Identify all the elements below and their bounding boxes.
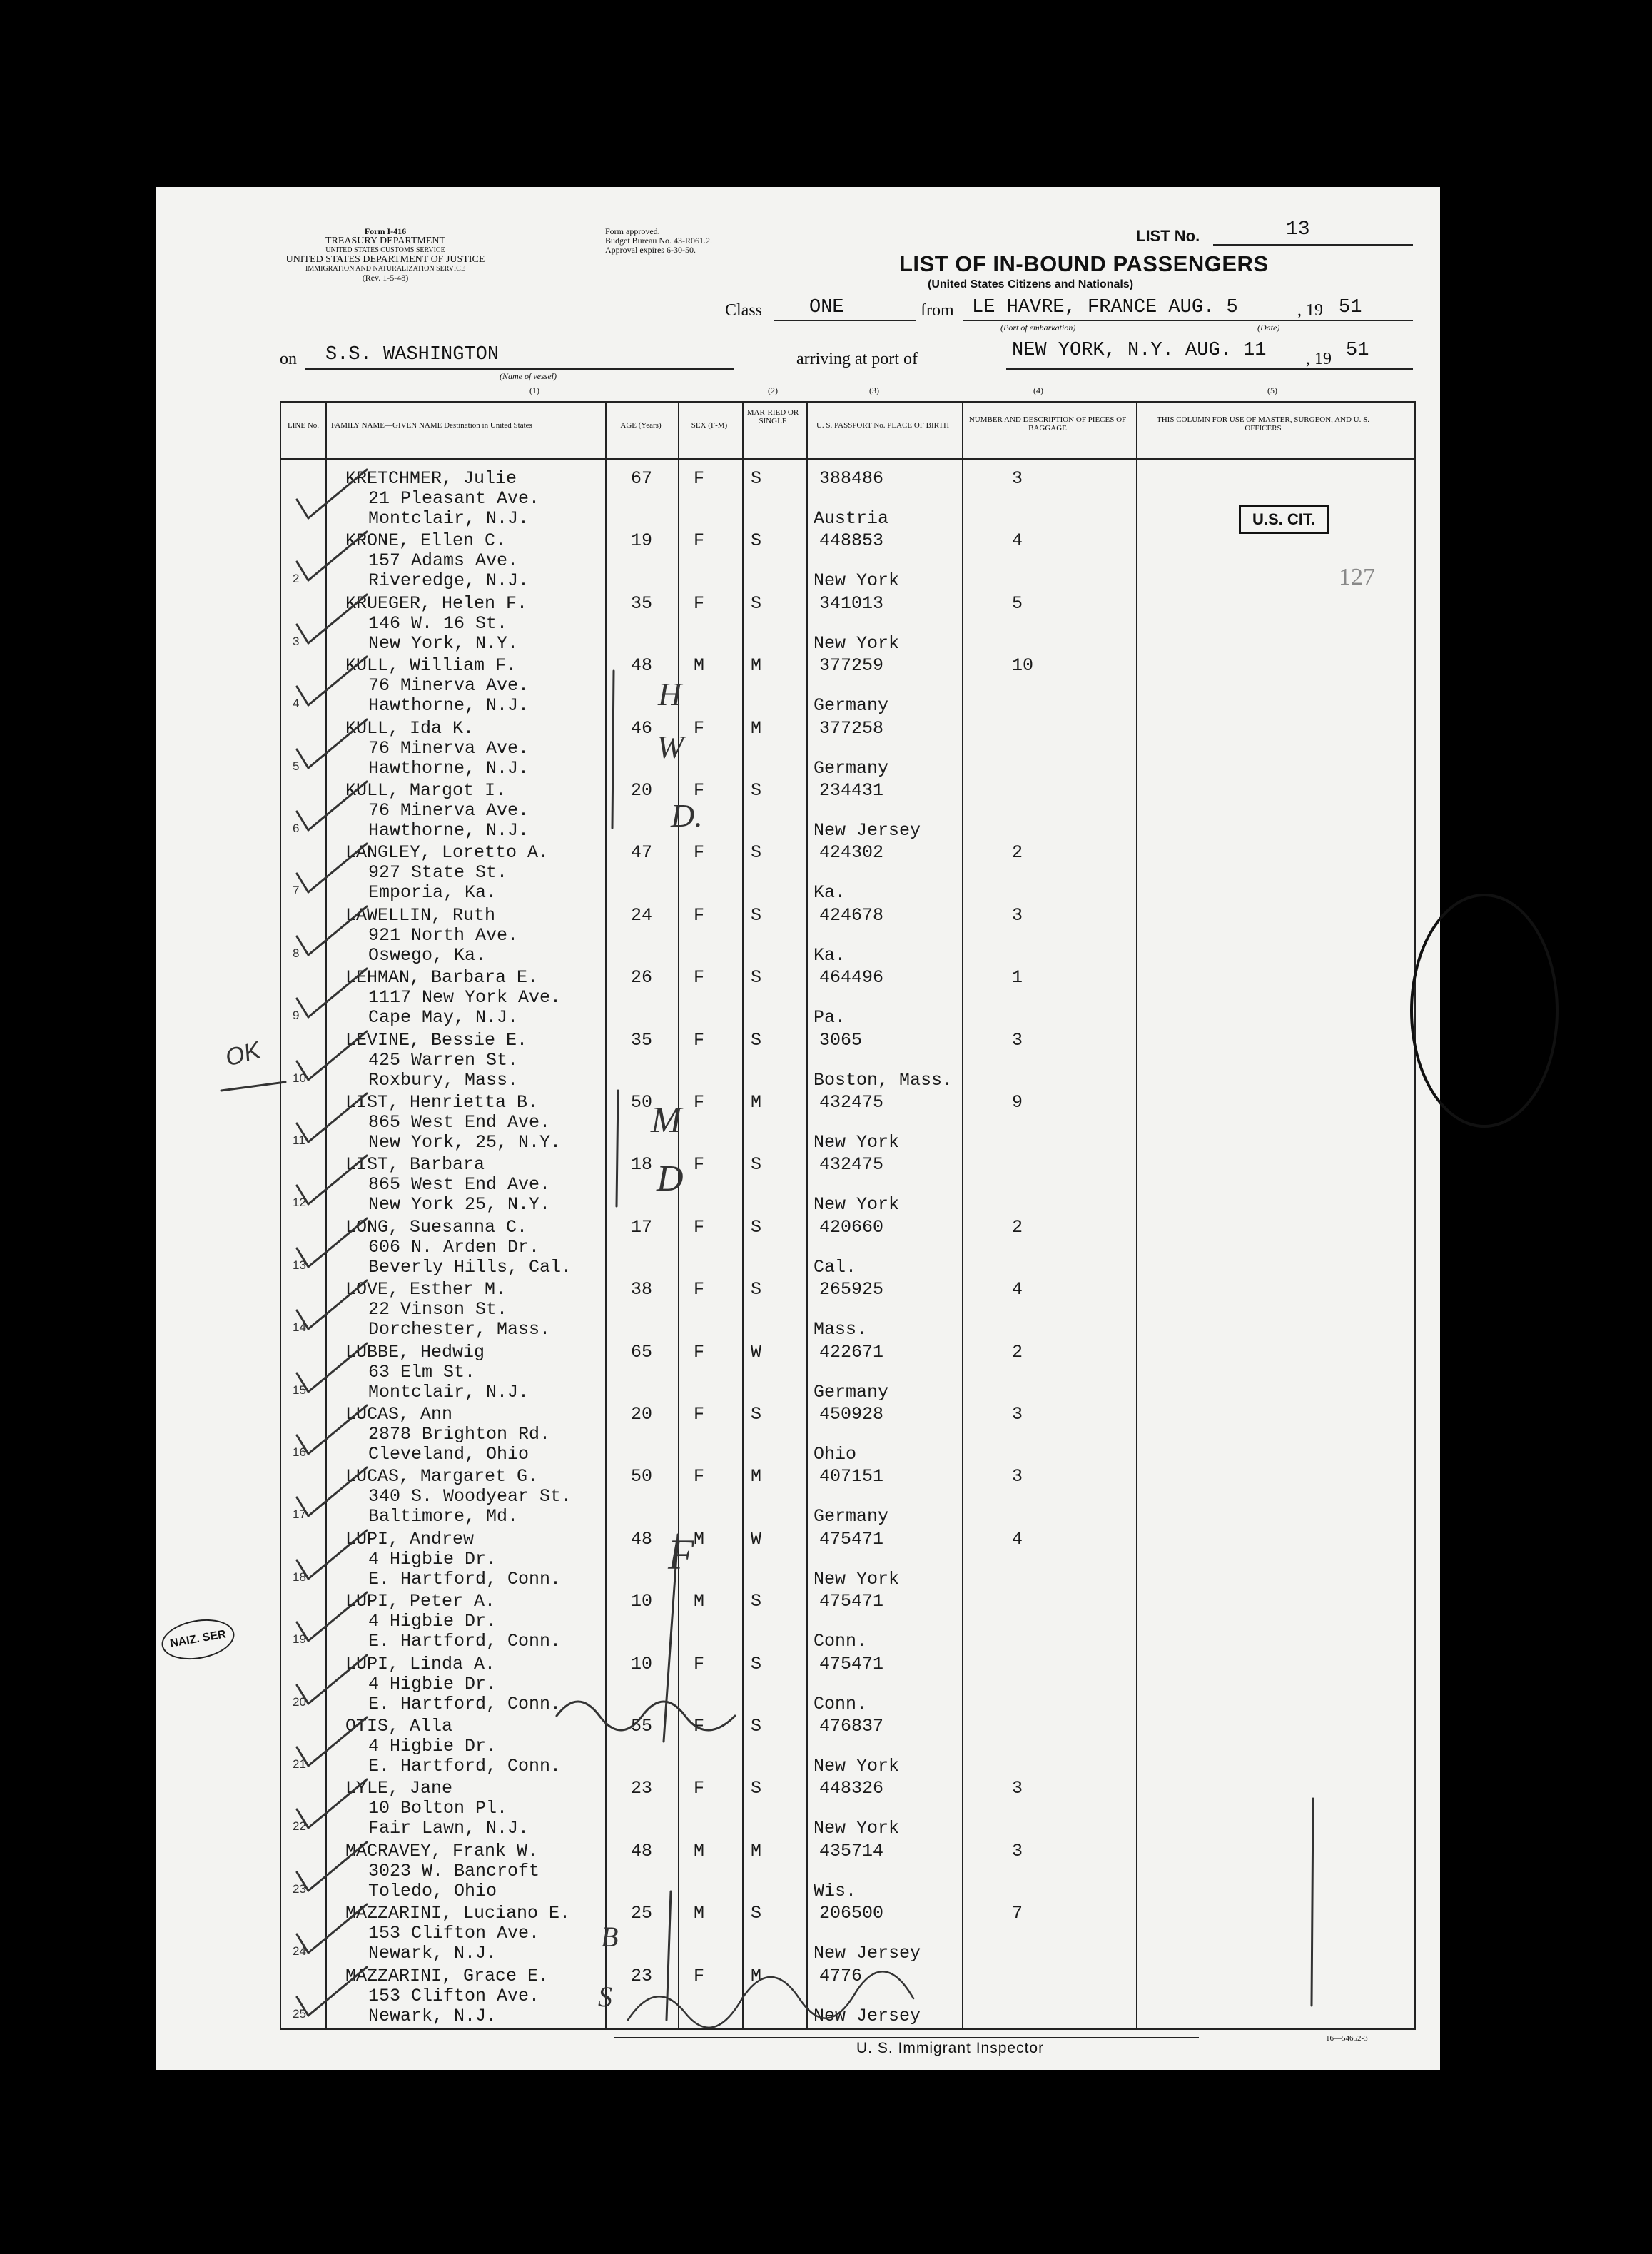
passenger-sex: F — [694, 1653, 705, 1674]
passenger-status: M — [751, 1466, 762, 1487]
col-num-2: (2) — [768, 385, 778, 395]
passenger-sex: F — [694, 967, 705, 989]
passenger-addr1: 921 North Ave. — [368, 924, 519, 946]
passenger-age: 67 — [631, 468, 653, 489]
passenger-name: LOVE, Esther M. — [345, 1279, 507, 1300]
passenger-age: 26 — [631, 967, 653, 989]
passenger-passport: 206500 — [819, 1903, 884, 1924]
passenger-baggage: 1 — [1012, 967, 1023, 989]
passenger-birth: Pa. — [814, 1007, 846, 1029]
passenger-birth: Ka. — [814, 944, 846, 966]
passenger-addr2: Baltimore, Md. — [368, 1506, 519, 1527]
passenger-status: S — [751, 967, 762, 989]
passenger-status: S — [751, 468, 762, 489]
passenger-name: LONG, Suesanna C. — [345, 1216, 528, 1238]
passenger-baggage: 3 — [1012, 1778, 1023, 1799]
passenger-addr2: New York 25, N.Y. — [368, 1194, 551, 1216]
passenger-addr2: Dorchester, Mass. — [368, 1319, 551, 1340]
from-label: from — [921, 301, 954, 320]
passenger-addr2: Beverly Hills, Cal. — [368, 1256, 572, 1278]
passenger-addr2: Roxbury, Mass. — [368, 1069, 519, 1091]
passenger-addr1: 2878 Brighton Rd. — [368, 1424, 551, 1445]
passenger-baggage: 2 — [1012, 1216, 1023, 1238]
passenger-addr2: Toledo, Ohio — [368, 1880, 497, 1901]
line-number: 12 — [293, 1196, 306, 1210]
passenger-baggage: 7 — [1012, 1903, 1023, 1924]
line-number: 6 — [293, 822, 300, 835]
passenger-sex: F — [694, 717, 705, 739]
passenger-birth: New York — [814, 1194, 900, 1216]
passenger-birth: Boston, Mass. — [814, 1069, 953, 1091]
passenger-age: 20 — [631, 780, 653, 801]
passenger-sex: M — [694, 655, 705, 677]
budget-bureau: Budget Bureau No. 43-R061.2. — [605, 236, 712, 246]
from-year: 51 — [1339, 297, 1362, 318]
passenger-addr1: 425 Warren St. — [368, 1049, 519, 1071]
passenger-addr1: 22 Vinson St. — [368, 1299, 508, 1320]
passenger-passport: 4776 — [819, 1965, 863, 1986]
passenger-age: 20 — [631, 1404, 653, 1425]
passenger-birth: Germany — [814, 1506, 889, 1527]
hw-s: S — [598, 1981, 612, 2013]
passenger-addr2: Cleveland, Ohio — [368, 1444, 529, 1465]
form-number: Form I-416 — [364, 226, 407, 236]
passenger-addr1: 4 Higbie Dr. — [368, 1548, 497, 1570]
form-approved: Form approved. — [605, 226, 660, 236]
passenger-status: S — [751, 1029, 762, 1051]
line-number: 19 — [293, 1632, 306, 1647]
line-number: 24 — [293, 1944, 306, 1959]
passenger-birth: Germany — [814, 1381, 889, 1403]
passenger-status: W — [751, 1341, 762, 1363]
revision: (Rev. 1-5-48) — [362, 273, 409, 283]
passenger-age: 10 — [631, 1653, 653, 1674]
passenger-name: LYLE, Jane — [345, 1778, 453, 1799]
passenger-baggage: 4 — [1012, 1528, 1023, 1550]
hw-f: F — [668, 1531, 694, 1578]
passenger-age: 48 — [631, 1528, 653, 1550]
passenger-baggage: 3 — [1012, 468, 1023, 489]
passenger-sex: F — [694, 842, 705, 864]
passenger-status: M — [751, 655, 762, 677]
passenger-age: 35 — [631, 1029, 653, 1051]
line-number: 20 — [293, 1694, 306, 1709]
col-header-name: FAMILY NAME—GIVEN NAME Destination in United States — [331, 421, 532, 430]
customs-service: UNITED STATES CUSTOMS SERVICE — [325, 246, 445, 254]
passenger-name: LEHMAN, Barbara E. — [345, 967, 539, 989]
passenger-name: LEVINE, Bessie E. — [345, 1029, 528, 1051]
passenger-birth: New York — [814, 632, 900, 654]
port-embark-caption: (Port of embarkation) — [1000, 323, 1076, 333]
passenger-status: S — [751, 1653, 762, 1674]
passenger-addr1: 4 Higbie Dr. — [368, 1673, 497, 1694]
passenger-baggage: 3 — [1012, 1466, 1023, 1487]
passenger-age: 23 — [631, 1965, 653, 1986]
passenger-addr1: 146 W. 16 St. — [368, 612, 508, 634]
passenger-addr2: Emporia, Ka. — [368, 882, 497, 904]
col-header-line: LINE No. — [288, 421, 319, 430]
passenger-status: S — [751, 592, 762, 614]
passenger-addr2: E. Hartford, Conn. — [368, 1756, 562, 1777]
vessel-caption: (Name of vessel) — [500, 371, 557, 381]
hw-d1: D. — [671, 797, 703, 834]
col-header-age: AGE (Years) — [620, 421, 662, 430]
passenger-passport: 432475 — [819, 1092, 884, 1113]
line-number: 25 — [293, 2006, 306, 2021]
col-num-4: (4) — [1033, 385, 1043, 395]
passenger-baggage: 2 — [1012, 1341, 1023, 1363]
passenger-baggage: 4 — [1012, 1279, 1023, 1300]
passenger-sex: F — [694, 1341, 705, 1363]
passenger-sex: M — [694, 1528, 705, 1550]
line-number: 13 — [293, 1258, 306, 1272]
col-num-3: (3) — [869, 385, 879, 395]
passenger-passport: 407151 — [819, 1466, 884, 1487]
passenger-birth: Ka. — [814, 882, 846, 904]
passenger-passport: 424678 — [819, 904, 884, 926]
line-number: 15 — [293, 1383, 306, 1397]
passenger-sex: F — [694, 530, 705, 552]
passenger-addr1: 927 State St. — [368, 862, 508, 884]
passenger-name: LIST, Henrietta B. — [345, 1092, 539, 1113]
passenger-birth: New York — [814, 1132, 900, 1153]
class-label: Class — [725, 301, 763, 320]
passenger-name: KRETCHMER, Julie — [345, 468, 517, 489]
passenger-addr1: 606 N. Arden Dr. — [368, 1236, 540, 1258]
passenger-birth: Conn. — [814, 1631, 868, 1652]
passenger-age: 19 — [631, 530, 653, 552]
treasury-dept: TREASURY DEPARTMENT — [325, 236, 446, 246]
passenger-age: 65 — [631, 1341, 653, 1363]
passenger-age: 25 — [631, 1903, 653, 1924]
passenger-addr1: 157 Adams Ave. — [368, 550, 519, 572]
passenger-passport: 475471 — [819, 1528, 884, 1550]
passenger-sex: F — [694, 1716, 705, 1737]
arrival-year: 51 — [1346, 340, 1369, 361]
passenger-age: 10 — [631, 1591, 653, 1612]
passenger-passport: 475471 — [819, 1591, 884, 1612]
port-of-embarkation: LE HAVRE, FRANCE AUG. 5 — [972, 297, 1238, 318]
passenger-baggage: 5 — [1012, 592, 1023, 614]
line-number: 16 — [293, 1445, 306, 1459]
passenger-passport: 432475 — [819, 1154, 884, 1176]
passenger-birth: Germany — [814, 757, 889, 779]
ok-mark: OK — [222, 1036, 264, 1072]
passenger-age: 38 — [631, 1279, 653, 1300]
passenger-sex: F — [694, 1092, 705, 1113]
line-number: 5 — [293, 759, 300, 773]
passenger-passport: 388486 — [819, 468, 884, 489]
passenger-sex: F — [694, 1965, 705, 1986]
passenger-name: LUCAS, Margaret G. — [345, 1466, 539, 1487]
line-number: 4 — [293, 697, 300, 711]
arriving-label: arriving at port of — [796, 350, 918, 368]
passenger-age: 50 — [631, 1092, 653, 1113]
passenger-passport: 475471 — [819, 1653, 884, 1674]
arrival-port: NEW YORK, N.Y. AUG. 11 — [1012, 340, 1267, 361]
passenger-name: KULL, William F. — [345, 655, 517, 677]
passenger-baggage: 2 — [1012, 842, 1023, 864]
passenger-name: MACRAVEY, Frank W. — [345, 1840, 539, 1861]
passenger-status: S — [751, 530, 762, 552]
passenger-name: KRONE, Ellen C. — [345, 530, 507, 552]
passenger-passport: 377259 — [819, 655, 884, 677]
passenger-birth: Conn. — [814, 1693, 868, 1714]
passenger-status: W — [751, 1528, 762, 1550]
passenger-status: S — [751, 1778, 762, 1799]
passenger-addr1: 153 Clifton Ave. — [368, 1923, 540, 1944]
passenger-addr2: Cape May, N.J. — [368, 1007, 519, 1029]
passenger-sex: F — [694, 468, 705, 489]
passenger-passport: 422671 — [819, 1341, 884, 1363]
passenger-birth: New Jersey — [814, 820, 921, 841]
passenger-addr2: Riveredge, N.J. — [368, 570, 529, 592]
hw-h: H — [658, 676, 682, 712]
col-num-5: (5) — [1267, 385, 1277, 395]
class-value: ONE — [809, 297, 844, 318]
passenger-name: LUPI, Peter A. — [345, 1591, 496, 1612]
arrival-year-prefix: , 19 — [1306, 350, 1332, 368]
from-year-prefix: , 19 — [1297, 301, 1323, 320]
col-num-1: (1) — [529, 385, 539, 395]
passenger-age: 35 — [631, 592, 653, 614]
passenger-passport: 341013 — [819, 592, 884, 614]
passenger-addr1: 76 Minerva Ave. — [368, 737, 529, 759]
passenger-addr1: 865 West End Ave. — [368, 1174, 551, 1196]
passenger-addr1: 76 Minerva Ave. — [368, 675, 529, 697]
passenger-passport: 435714 — [819, 1840, 884, 1861]
passenger-sex: F — [694, 780, 705, 801]
hw-d2: D — [657, 1158, 684, 1199]
passenger-name: KULL, Margot I. — [345, 780, 507, 801]
passenger-status: S — [751, 1404, 762, 1425]
passenger-addr1: 3023 W. Bancroft — [368, 1860, 540, 1881]
passenger-status: S — [751, 1154, 762, 1176]
passenger-baggage: 3 — [1012, 904, 1023, 926]
passenger-birth: New York — [814, 1568, 900, 1590]
passenger-addr2: Montclair, N.J. — [368, 1381, 529, 1403]
page-subtitle: (United States Citizens and Nationals) — [928, 278, 1134, 290]
col-header-married: MAR-RIED OR SINGLE — [746, 408, 799, 425]
passenger-addr1: 153 Clifton Ave. — [368, 1985, 540, 2006]
passenger-passport: 3065 — [819, 1029, 863, 1051]
passenger-name: MAZZARINI, Grace E. — [345, 1965, 549, 1986]
passenger-passport: 476837 — [819, 1716, 884, 1737]
on-label: on — [280, 350, 297, 368]
passenger-baggage: 3 — [1012, 1404, 1023, 1425]
inspector-rule — [614, 2037, 1199, 2038]
footer-form-code: 16—54652-3 — [1326, 2034, 1368, 2043]
passenger-age: 48 — [631, 1840, 653, 1861]
passenger-name: LUCAS, Ann — [345, 1404, 453, 1425]
line-number: 11 — [293, 1133, 305, 1147]
passenger-passport: 424302 — [819, 842, 884, 864]
col-header-officers: THIS COLUMN FOR USE OF MASTER, SURGEON, AND U. S. OFFICERS — [1157, 415, 1369, 433]
line-number: 14 — [293, 1320, 306, 1335]
passenger-birth: New Jersey — [814, 1943, 921, 1964]
line-number: 21 — [293, 1757, 306, 1771]
passenger-addr2: Montclair, N.J. — [368, 508, 529, 529]
passenger-sex: F — [694, 1778, 705, 1799]
passenger-name: LUPI, Andrew — [345, 1528, 475, 1550]
naiz-stamp: NAIZ. SER — [158, 1614, 238, 1664]
us-cit-stamp: U.S. CIT. — [1239, 505, 1329, 534]
passenger-birth: Wis. — [814, 1880, 857, 1901]
passenger-addr2: Hawthorne, N.J. — [368, 757, 529, 779]
passenger-addr1: 340 S. Woodyear St. — [368, 1486, 572, 1507]
passenger-status: S — [751, 1903, 762, 1924]
line-number: 3 — [293, 634, 300, 648]
passenger-birth: New Jersey — [814, 2005, 921, 2026]
col-header-baggage: NUMBER AND DESCRIPTION OF PIECES OF BAGGAGE — [968, 415, 1127, 433]
passenger-age: 24 — [631, 904, 653, 926]
passenger-sex: F — [694, 1404, 705, 1425]
list-number-value: 13 — [1286, 218, 1310, 241]
approval-expires: Approval expires 6-30-50. — [605, 245, 696, 255]
line-number: 17 — [293, 1507, 306, 1522]
pencil-count: 127 — [1339, 564, 1375, 590]
passenger-name: KRUEGER, Helen F. — [345, 592, 528, 614]
passenger-addr2: E. Hartford, Conn. — [368, 1693, 562, 1714]
passenger-status: M — [751, 1840, 762, 1861]
passenger-baggage: 4 — [1012, 530, 1023, 552]
passenger-addr1: 63 Elm St. — [368, 1361, 476, 1383]
passenger-addr1: 10 Bolton Pl. — [368, 1798, 508, 1819]
passenger-addr2: Newark, N.J. — [368, 2005, 497, 2026]
passenger-status: M — [751, 1965, 762, 1986]
ins-service: IMMIGRATION AND NATURALIZATION SERVICE — [305, 265, 465, 273]
passenger-sex: M — [694, 1903, 705, 1924]
passenger-baggage: 9 — [1012, 1092, 1023, 1113]
passenger-age: 48 — [631, 655, 653, 677]
passenger-addr2: Fair Lawn, N.J. — [368, 1818, 529, 1839]
passenger-passport: 450928 — [819, 1404, 884, 1425]
passenger-addr2: Hawthorne, N.J. — [368, 820, 529, 841]
line-number: 18 — [293, 1570, 306, 1584]
passenger-passport: 448326 — [819, 1778, 884, 1799]
passenger-sex: F — [694, 1279, 705, 1300]
passenger-addr1: 1117 New York Ave. — [368, 987, 562, 1009]
passenger-birth: New York — [814, 570, 900, 592]
passenger-status: S — [751, 1279, 762, 1300]
vessel-name: S.S. WASHINGTON — [325, 344, 500, 365]
passenger-name: LANGLEY, Loretto A. — [345, 842, 549, 864]
passenger-addr2: Hawthorne, N.J. — [368, 695, 529, 717]
passenger-addr1: 4 Higbie Dr. — [368, 1611, 497, 1632]
passenger-status: S — [751, 904, 762, 926]
hw-w: W — [657, 729, 684, 765]
passenger-passport: 420660 — [819, 1216, 884, 1238]
line-number: 23 — [293, 1881, 306, 1896]
passenger-name: MAZZARINI, Luciano E. — [345, 1903, 571, 1924]
passenger-name: LUPI, Linda A. — [345, 1653, 496, 1674]
date-caption: (Date) — [1257, 323, 1280, 333]
passenger-age: 23 — [631, 1778, 653, 1799]
passenger-addr1: 4 Higbie Dr. — [368, 1736, 497, 1757]
list-number-label: LIST No. — [1136, 227, 1200, 245]
passenger-baggage: 10 — [1012, 655, 1034, 677]
passenger-addr1: 76 Minerva Ave. — [368, 800, 529, 821]
passenger-addr2: E. Hartford, Conn. — [368, 1631, 562, 1652]
passenger-age: 47 — [631, 842, 653, 864]
line-number: 7 — [293, 884, 300, 898]
passenger-sex: F — [694, 1216, 705, 1238]
col-header-sex: SEX (F-M) — [691, 421, 728, 430]
passenger-sex: F — [694, 592, 705, 614]
passenger-passport: 464496 — [819, 967, 884, 989]
passenger-name: LAWELLIN, Ruth — [345, 904, 496, 926]
passenger-status: S — [751, 1591, 762, 1612]
passenger-age: 46 — [631, 717, 653, 739]
line-number: 2 — [293, 572, 300, 586]
passenger-age: 50 — [631, 1466, 653, 1487]
passenger-addr1: 21 Pleasant Ave. — [368, 488, 540, 509]
passenger-age: 17 — [631, 1216, 653, 1238]
page-title: LIST OF IN-BOUND PASSENGERS — [899, 251, 1269, 276]
passenger-sex: F — [694, 1466, 705, 1487]
passenger-name: OTIS, Alla — [345, 1716, 453, 1737]
justice-dept: UNITED STATES DEPARTMENT OF JUSTICE — [285, 254, 485, 265]
passenger-addr2: Oswego, Ka. — [368, 944, 487, 966]
passenger-baggage: 3 — [1012, 1029, 1023, 1051]
passenger-sex: F — [694, 1154, 705, 1176]
passenger-birth: Mass. — [814, 1319, 868, 1340]
passenger-status: S — [751, 1716, 762, 1737]
passenger-passport: 265925 — [819, 1279, 884, 1300]
col-header-passport: U. S. PASSPORT No. PLACE OF BIRTH — [816, 421, 950, 430]
passenger-status: S — [751, 1216, 762, 1238]
passenger-birth: New York — [814, 1756, 900, 1777]
inspector-label: U. S. Immigrant Inspector — [856, 2040, 1045, 2056]
passenger-name: KULL, Ida K. — [345, 717, 475, 739]
line-number: 9 — [293, 1009, 300, 1023]
passenger-addr2: Newark, N.J. — [368, 1943, 497, 1964]
passenger-passport: 377258 — [819, 717, 884, 739]
passenger-baggage: 3 — [1012, 1840, 1023, 1861]
passenger-birth: Cal. — [814, 1256, 857, 1278]
passenger-addr2: New York, N.Y. — [368, 632, 519, 654]
passenger-status: S — [751, 842, 762, 864]
passenger-passport: 234431 — [819, 780, 884, 801]
passenger-sex: M — [694, 1591, 705, 1612]
hw-m: M — [651, 1100, 682, 1141]
passenger-birth: Austria — [814, 508, 889, 529]
passenger-status: M — [751, 717, 762, 739]
passenger-name: LIST, Barbara — [345, 1154, 485, 1176]
passenger-birth: New York — [814, 1818, 900, 1839]
passenger-passport: 448853 — [819, 530, 884, 552]
passenger-birth: Ohio — [814, 1444, 857, 1465]
passenger-age: 18 — [631, 1154, 653, 1176]
passenger-addr2: New York, 25, N.Y. — [368, 1132, 562, 1153]
line-number: 22 — [293, 1819, 306, 1834]
passenger-age: 55 — [631, 1716, 653, 1737]
passenger-addr2: E. Hartford, Conn. — [368, 1568, 562, 1590]
passenger-status: M — [751, 1092, 762, 1113]
hw-b: B — [601, 1921, 619, 1953]
passenger-status: S — [751, 780, 762, 801]
passenger-sex: F — [694, 1029, 705, 1051]
line-number: 8 — [293, 946, 300, 960]
passenger-birth: Germany — [814, 695, 889, 717]
passenger-addr1: 865 West End Ave. — [368, 1112, 551, 1133]
passenger-sex: M — [694, 1840, 705, 1861]
passenger-sex: F — [694, 904, 705, 926]
passenger-name: LUBBE, Hedwig — [345, 1341, 485, 1363]
line-number: 10 — [293, 1071, 306, 1085]
